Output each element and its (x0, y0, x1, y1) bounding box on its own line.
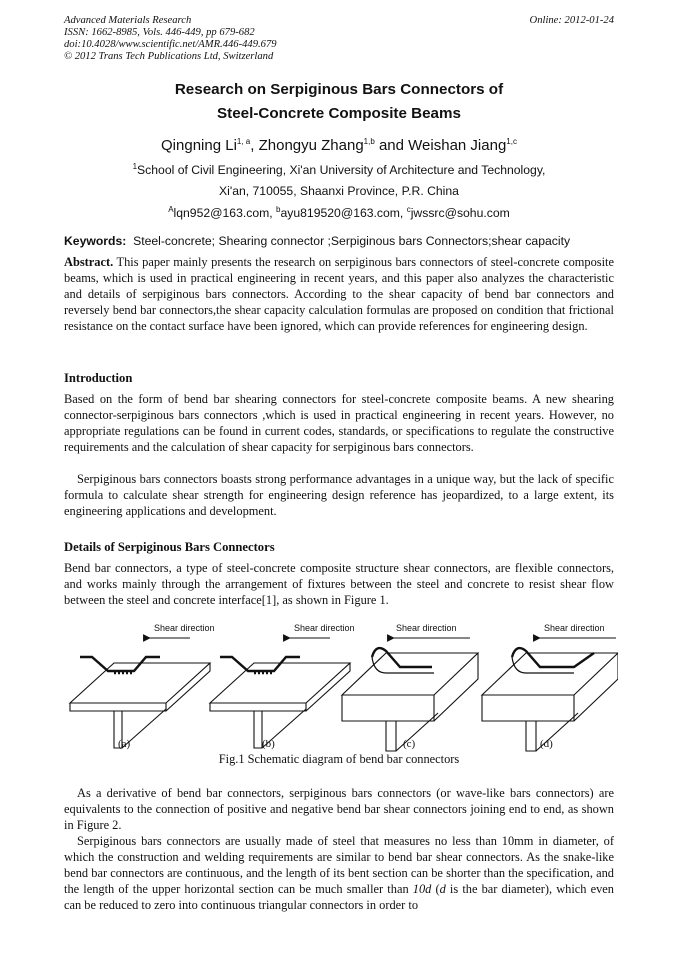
introduction-para-1: Based on the form of bend bar shearing connectors for steel-concrete composite beams. A new shearing connector-serpiginous bars connectors ,which is used in practical engineering in recent years. However, no appropriate regulations can be found in current codes, standards, or specifications to regulate the constructive requirements and the calculation of shear capacity for serpiginous bars connectors. (64, 392, 614, 454)
journal-name: Advanced Materials Research (64, 15, 192, 26)
shear-direction-label: Shear direction (544, 623, 605, 633)
figure-label-c: (c) (403, 738, 416, 750)
figure-label-d: (d) (540, 738, 553, 750)
email-c: jwssrc@sohu.com (410, 206, 510, 220)
doi-line: doi:10.4028/www.scientific.net/AMR.446-449.679 (64, 39, 277, 50)
abstract-label: Abstract. (64, 255, 114, 269)
affiliation-text-1: School of Civil Engineering, Xi'an University of Architecture and Technology, (137, 163, 546, 177)
email-line (0, 206, 678, 220)
email-sup-b: b (276, 204, 281, 214)
email-sup-c: c (406, 204, 411, 214)
figure-panel-d (482, 623, 618, 751)
keywords-label: Keywords: (64, 234, 127, 248)
body-para-1: As a derivative of bend bar connectors, serpiginous bars connectors (or wave-like bars connectors) are equivalents to the connection of positive and negative bend bar shear connectors joining end to end, as shown in Figure 2. (64, 786, 614, 832)
affiliation-line-1 (0, 163, 678, 177)
steel-flange (70, 663, 210, 703)
introduction-para-2: Serpiginous bars connectors boasts strong performance advantages in a unique way, but the lack of specific formula to calculate shear strength for engineering design reference has jeopardized, to a large extent, its engineering applications and development. (64, 472, 614, 518)
author-3-affil: 1,c (506, 137, 517, 146)
journal-header (64, 15, 277, 63)
abstract-text: This paper mainly presents the research on serpiginous bars connectors of steel-concrete composite beams, which is used in practical engineering in recent years, and this paper also analyzes the characteristic and details of serpiginous bars connectors. According to the shear capacity of bend bar connectors and reversely bend bar connectors,the shear capacity calculation formulas are proposed on condition that frictional resistance on the contact surface have been ignored, which can provide references for engineering design. (64, 255, 614, 333)
affiliation-line-2: Xi'an, 710055, Shaanxi Province, P.R. China (219, 184, 459, 198)
online-date: Online: 2012-01-24 (529, 15, 614, 26)
shear-direction-label: Shear direction (396, 623, 457, 633)
details-para-1: Bend bar connectors, a type of steel-concrete composite structure shear connectors, are flexible connectors, and works mainly through the arrangement of fixtures between the steel and concrete to resist shear flow between the steel and concrete interface[1], as shown in Figure 1. (64, 561, 614, 607)
author-1-affil: 1, a (236, 137, 251, 146)
affiliation-sup: 1 (132, 161, 138, 171)
introduction-heading: Introduction (64, 371, 133, 385)
copyright-line: © 2012 Trans Tech Publications Ltd, Switzerland (64, 51, 274, 62)
author-2: Zhongyu Zhang (258, 137, 364, 154)
author-1: Qingning Li (161, 137, 237, 154)
figure-panel-c (342, 623, 478, 751)
title-line-1: Research on Serpiginous Bars Connectors of (174, 81, 504, 98)
abstract (64, 254, 614, 334)
title-line-2: Steel-Concrete Composite Beams (217, 105, 461, 122)
author-3: Weishan Jiang (408, 137, 507, 154)
author-2-affil: 1,b (363, 137, 375, 146)
email-a: lqn952@163.com, (173, 206, 277, 220)
email-b: ayu819520@163.com, (280, 206, 407, 220)
details-heading: Details of Serpiginous Bars Connectors (64, 540, 275, 554)
keywords (64, 234, 570, 248)
body-para-2-text-c: is the bar diameter), which even can be reduced to zero into continuous triangular connectors in order to (64, 882, 614, 912)
figure-1-caption: Fig.1 Schematic diagram of bend bar connectors (218, 752, 460, 766)
figure-panel-b (210, 623, 355, 748)
issn-line: ISSN: 1662-8985, Vols. 446-449, pp 679-682 (64, 27, 255, 38)
shear-direction-label: Shear direction (154, 623, 215, 633)
keywords-text: Steel-concrete; Shearing connector ;Serpiginous bars Connectors;shear capacity (133, 234, 571, 248)
body-para-2-italic-2: d (439, 882, 446, 896)
body-para-2-text-b: ( (431, 882, 440, 896)
figure-panel-a (70, 623, 215, 748)
figure-label-b: (b) (262, 738, 275, 750)
body-para-2 (64, 833, 614, 913)
author-list (0, 137, 678, 154)
figure-1 (62, 613, 618, 763)
author-sep-2: and (374, 137, 409, 154)
author-sep-1: , (250, 137, 259, 154)
email-sup-a: A (168, 204, 174, 214)
figure-label-a: (a) (118, 738, 131, 750)
shear-direction-label: Shear direction (294, 623, 355, 633)
body-para-2-text-a: Serpiginous bars connectors are usually made of steel that measures no less than 10mm in diameter, of which the construction and welding requirements are similar to bend bar shear connectors. As the snake-like bend bar connectors are continuous, and the length of its bent section can be shorter than the specification, and the length of the upper horizontal section can be much smaller than (64, 834, 614, 896)
body-para-2-italic-1: 10d (412, 882, 432, 896)
